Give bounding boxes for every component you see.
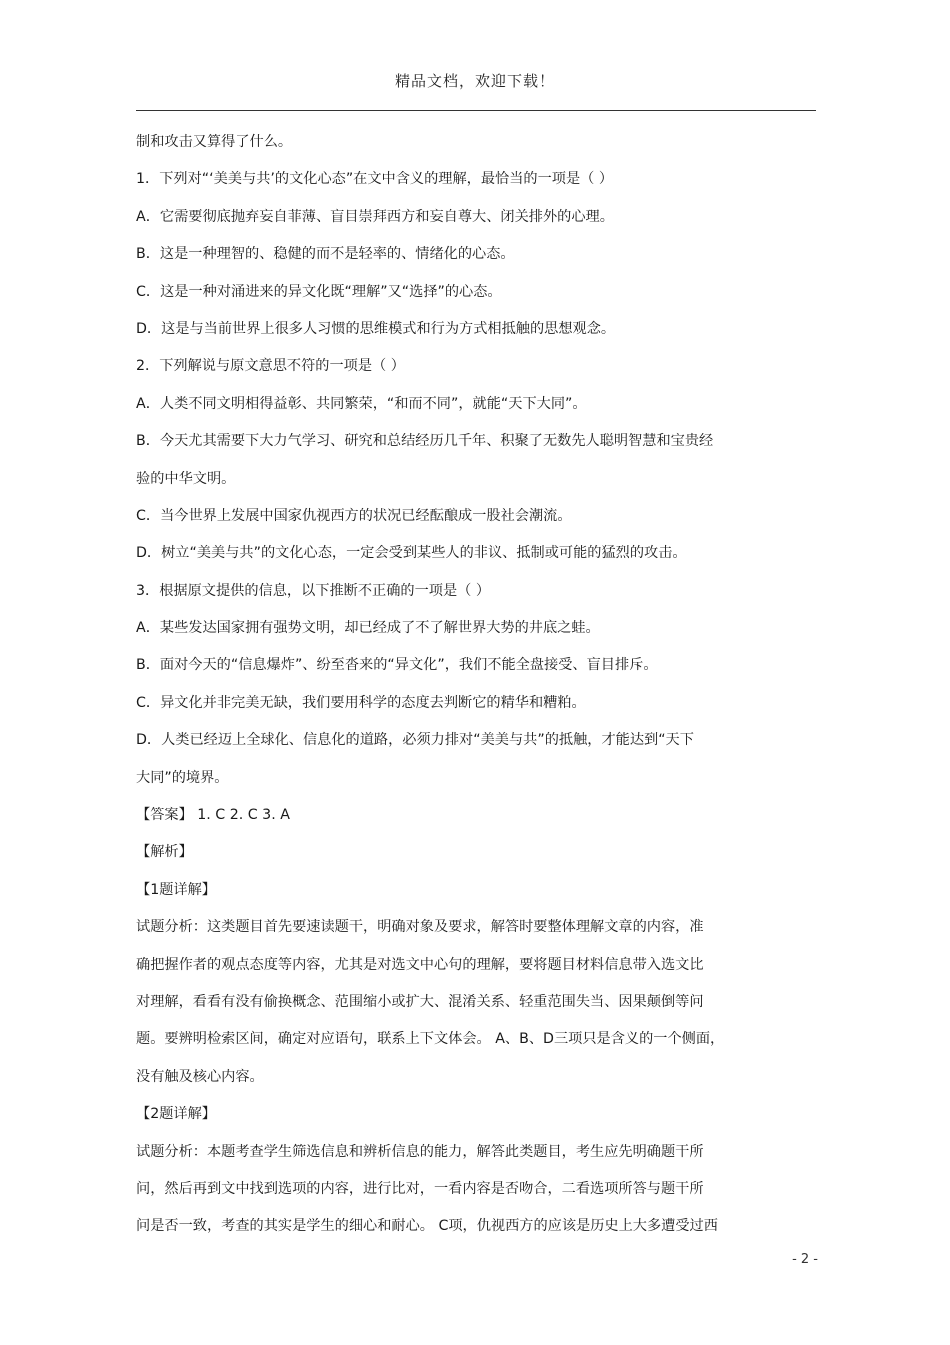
option-d: D．这是与当前世界上很多人习惯的思维模式和行为方式相抵触的思想观念。: [136, 320, 616, 337]
option-d: D．树立“美美与共”的文化心态，一定会受到某些人的非议、抵制或可能的猛烈的攻击。: [136, 545, 687, 562]
option-a: A．人类不同文明相得益彰、共同繁荣，“和而不同”，就能“天下大同”。: [136, 395, 587, 412]
option-a: A．它需要彻底抛弃妄自菲薄、盲目崇拜西方和妄自尊大、闭关排外的心理。: [136, 208, 614, 225]
option-b: B．面对今天的“信息爆炸”、纷至沓来的“异文化”，我们不能全盘接受、盲目排斥。: [136, 657, 658, 674]
page-header: 精品文档，欢迎下载！: [394, 72, 555, 90]
analysis-text: 问，然后再到文中找到选项的内容，进行比对，一看内容是否吻合，二看选项所答与题干所: [136, 1180, 704, 1197]
analysis-text: 试题分析：这类题目首先要速读题干，明确对象及要求，解答时要整体理解文章的内容，准: [136, 919, 704, 936]
text-line: 验的中华文明。: [136, 470, 236, 487]
analysis-text: 题。要辨明检索区间，确定对应语句，联系上下文体会。 A、B、D三项只是含义的一个侧面，: [136, 1031, 725, 1048]
option-c: C．这是一种对涌进来的异文化既“理解”又“选择”的心态。: [136, 283, 502, 300]
analysis-text: 没有触及核心内容。: [136, 1068, 264, 1085]
question-1: 1．下列对“‘美美与共’的文化心态”在文中含义的理解，最恰当的一项是（ ）: [136, 171, 614, 188]
text-line: 制和攻击又算得了什么。: [136, 134, 293, 150]
detail-heading-2: 【2题详解】: [136, 1106, 216, 1123]
option-c: C．当今世界上发展中国家仇视西方的状况已经酝酿成一股社会潮流。: [136, 507, 572, 524]
question-3: 3．根据原文提供的信息，以下推断不正确的一项是（ ）: [136, 582, 491, 599]
option-a: A．某些发达国家拥有强势文明，却已经成了不了解世界大势的井底之蛙。: [136, 620, 600, 637]
option-d: D．人类已经迈上全球化、信息化的道路，必须力排对“美美与共”的抵触，才能达到“天下: [136, 732, 694, 749]
analysis-text: 问是否一致，考查的其实是学生的细心和耐心。 C项，仇视西方的应该是历史上大多遭受过西: [136, 1218, 718, 1235]
analysis-text: 试题分析：本题考查学生筛选信息和辨析信息的能力，解答此类题目，考生应先明确题干所: [136, 1143, 704, 1160]
detail-heading-1: 【1题详解】: [136, 881, 216, 898]
analysis-text: 对理解，看看有没有偷换概念、范围缩小或扩大、混淆关系、轻重范围失当、因果颠倒等问: [136, 993, 704, 1010]
analysis-text: 确把握作者的观点态度等内容，尤其是对选文中心句的理解，要将题目材料信息带入选文比: [136, 956, 704, 973]
option-b: B．这是一种理智的、稳健的而不是轻率的、情绪化的心态。: [136, 246, 515, 263]
answer-line: 【答案】 1. C 2. C 3. A: [136, 807, 290, 824]
page-number: - 2 -: [792, 1252, 818, 1267]
question-2: 2．下列解说与原文意思不符的一项是（ ）: [136, 358, 405, 375]
header-divider: [136, 110, 816, 111]
document-body: [136, 124, 816, 1246]
option-c: C．异文化并非完美无缺，我们要用科学的态度去判断它的精华和糟粕。: [136, 694, 586, 711]
analysis-heading: 【解析】: [136, 844, 193, 861]
text-line: 大同”的境界。: [136, 769, 229, 786]
option-b: B．今天尤其需要下大力气学习、研究和总结经历几千年、积聚了无数先人聪明智慧和宝贵经: [136, 433, 714, 450]
